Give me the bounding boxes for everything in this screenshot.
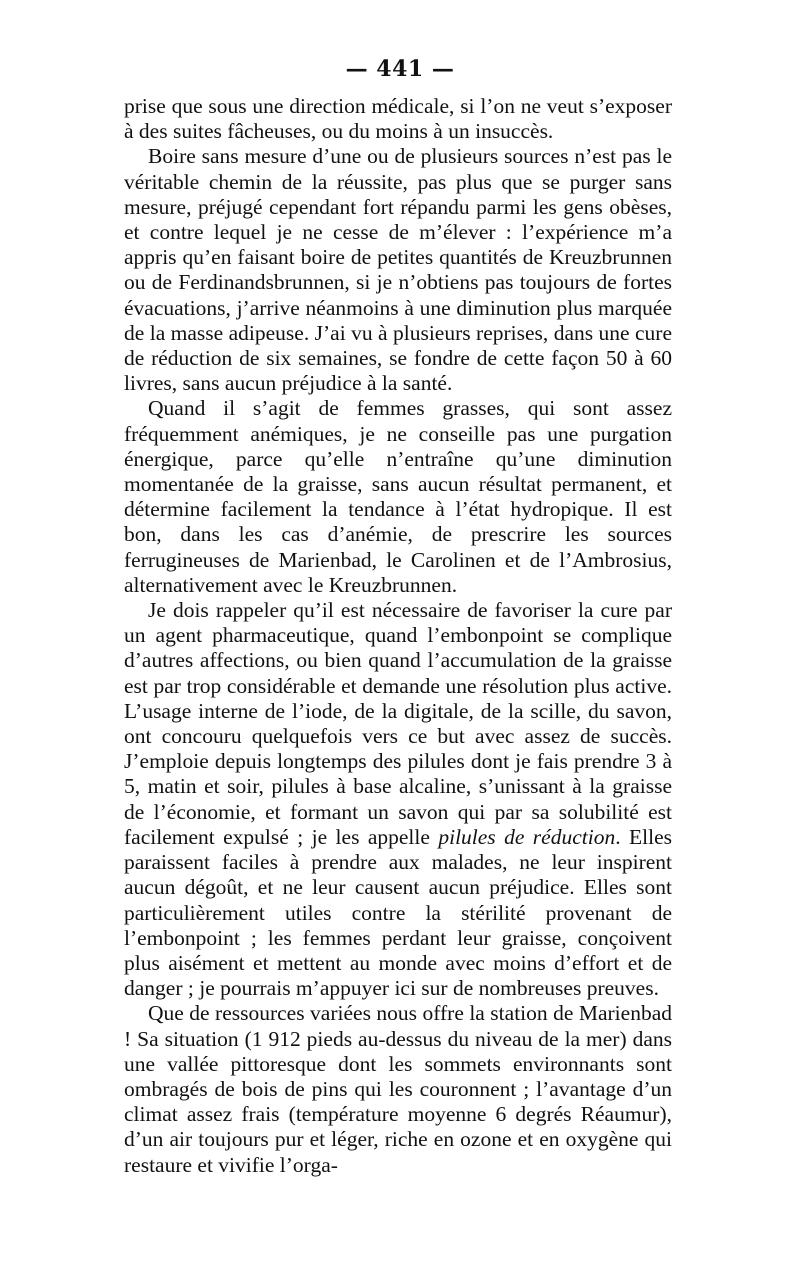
paragraph-2: Boire sans mesure d’une ou de plusieurs sources n’est pas le véritable chemin de la réussite, pas plus que se purger sans mesure, préjugé cependant fort répandu parmi les gens obèses, et contre lequel je ne cesse de m’élever : l’expérience m’a appris qu’en faisant boire de petites quantités de Kreuzbrunnen ou de Ferdinandsbrunnen, si je n’obtiens pas toujours de fortes évacuations, j’arrive néanmoins à une diminution plus marquée de la masse adipeuse. J’ai vu à plusieurs reprises, dans une cure de réduction de six semaines, se fondre de cette façon 50 à 60 livres, sans aucun préjudice à la santé.	[124, 144, 672, 396]
paragraph-4-part-1: Je dois rappeler qu’il est nécessaire de favoriser la cure par un agent pharmaceutique, quand l’embonpoint se complique d’autres affections, ou bien quand l’accumulation de la graisse est par trop considérable et demande une résolution plus active. L’usage interne de l’iode, de la digitale, de la scille, du savon, ont concouru quelquefois vers ce but avec assez de succès. J’emploie depuis longtemps des pilules dont je fais prendre 3 à 5, matin et soir, pilules à base alcaline, s’unissant à la graisse de l’économie, et formant un savon qui par sa solubilité est facilement expulsé ; je les appelle	[124, 598, 672, 849]
paragraph-4-part-2: . Elles paraissent faciles à prendre aux malades, ne leur inspirent aucun dégoût, et ne leur causent aucun préjudice. Elles sont particulièrement utiles contre la stérilité provenant de l’embonpoint ; les femmes perdant leur graisse, conçoivent plus aisément et mettent au monde avec moins d’effort et de danger ; je pourrais m’appuyer ici sur de nombreuses preuves.	[124, 824, 672, 1001]
italic-term: pilules de réduction	[438, 824, 616, 849]
paragraph-4	[124, 598, 672, 1001]
paragraph-3: Quand il s’agit de femmes grasses, qui sont assez fréquemment anémiques, je ne conseille pas une purgation énergique, parce qu’elle n’entraîne qu’une diminution momentanée de la graisse, sans aucun résultat permanent, et détermine facilement la tendance à l’état hydropique. Il est bon, dans les cas d’anémie, de prescrire les sources ferrugineuses de Marienbad, le Carolinen et de l’Ambrosius, alternativement avec le Kreuzbrunnen.	[124, 396, 672, 597]
body-text	[124, 94, 672, 1178]
paragraph-1: prise que sous une direction médicale, si l’on ne veut s’exposer à des suites fâcheuses, ou du moins à un insuccès.	[124, 94, 672, 144]
paragraph-5: Que de ressources variées nous offre la station de Marienbad ! Sa situation (1 912 pieds au-dessus du niveau de la mer) dans une vallée pittoresque dont les sommets environnants sont ombragés de bois de pins qui les couronnent ; l’avantage d’un climat assez frais (température moyenne 6 degrés Réaumur), d’un air toujours pur et léger, riche en ozone et en oxygène qui restaure et vivifie l’orga-	[124, 1001, 672, 1177]
page-number: — 441 —	[345, 56, 455, 82]
